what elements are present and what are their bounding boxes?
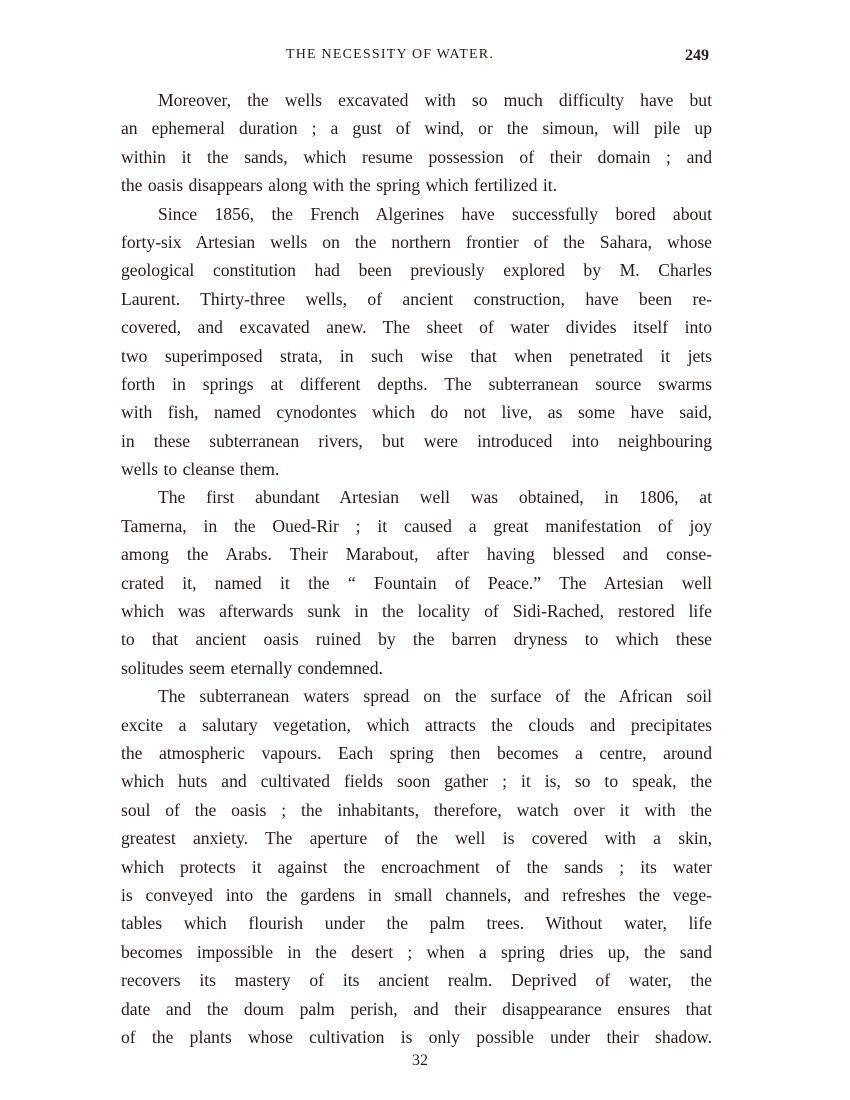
text-line: in these subterranean rivers, but were introduced into neighbouring — [121, 430, 712, 451]
text-line: date and the doum palm perish, and their disappearance ensures that — [121, 998, 712, 1019]
text-line: the atmospheric vapours. Each spring then becomes a centre, around — [121, 742, 712, 763]
paragraph — [121, 682, 712, 1051]
text-line: crated it, named it the “ Fountain of Peace.” The Artesian well — [121, 572, 712, 593]
text-line: covered, and excavated anew. The sheet of water divides itself into — [121, 317, 712, 338]
running-head-title: THE NECESSITY OF WATER. — [286, 47, 495, 62]
text-line: Tamerna, in the Oued-Rir ; it caused a great manifestation of joy — [121, 515, 712, 536]
text-line: becomes impossible in the desert ; when a spring dries up, the sand — [121, 941, 712, 962]
text-line: forth in springs at different depths. The subterranean source swarms — [121, 373, 712, 394]
text-line: which was afterwards sunk in the locality of Sidi-Rached, restored life — [121, 601, 712, 622]
text-line: within it the sands, which resume possession of their domain ; and — [121, 146, 712, 167]
text-line: solitudes seem eternally condemned. — [121, 657, 383, 678]
text-line: which huts and cultivated fields soon gather ; it is, so to speak, the — [121, 771, 712, 792]
text-line: excite a salutary vegetation, which attracts the clouds and precipitates — [121, 714, 712, 735]
text-line: soul of the oasis ; the inhabitants, therefore, watch over it with the — [121, 799, 712, 820]
signature-mark: 32 — [412, 1052, 428, 1069]
body-text — [121, 86, 712, 1051]
text-line: Moreover, the wells excavated with so much difficulty have but — [158, 90, 712, 110]
text-line: with fish, named cynodontes which do not live, as some have said, — [121, 402, 712, 423]
text-line: tables which flourish under the palm trees. Without water, life — [121, 913, 712, 934]
text-line: two superimposed strata, in such wise that when penetrated it jets — [121, 345, 712, 366]
paragraph — [121, 86, 712, 200]
text-line: of the plants whose cultivation is only possible under their shadow. — [121, 1026, 712, 1047]
text-line: recovers its mastery of its ancient realm. Deprived of water, the — [121, 970, 712, 991]
text-line: greatest anxiety. The aperture of the well is covered with a skin, — [121, 828, 712, 849]
text-line: The first abundant Artesian well was obtained, in 1806, at — [158, 487, 712, 508]
text-line: to that ancient oasis ruined by the barren dryness to which these — [121, 629, 712, 650]
page-number: 249 — [685, 47, 709, 64]
paragraph — [121, 200, 712, 484]
text-line: forty-six Artesian wells on the northern frontier of the Sahara, whose — [121, 231, 712, 252]
text-line: geological constitution had been previously explored by M. Charles — [121, 260, 712, 281]
text-line: which protects it against the encroachment of the sands ; its water — [121, 856, 712, 877]
paragraph — [121, 483, 712, 682]
text-line: wells to cleanse them. — [121, 459, 280, 480]
text-line: among the Arabs. Their Marabout, after having blessed and conse- — [121, 544, 712, 565]
text-line: The subterranean waters spread on the surface of the African soil — [158, 686, 712, 707]
text-line: the oasis disappears along with the spring which fertilized it. — [121, 175, 558, 196]
text-line: is conveyed into the gardens in small channels, and refreshes the vege- — [121, 884, 712, 905]
text-line: an ephemeral duration ; a gust of wind, or the simoun, will pile up — [121, 118, 712, 139]
text-line: Laurent. Thirty-three wells, of ancient construction, have been re- — [121, 288, 712, 309]
text-line: Since 1856, the French Algerines have successfully bored about — [158, 203, 712, 224]
